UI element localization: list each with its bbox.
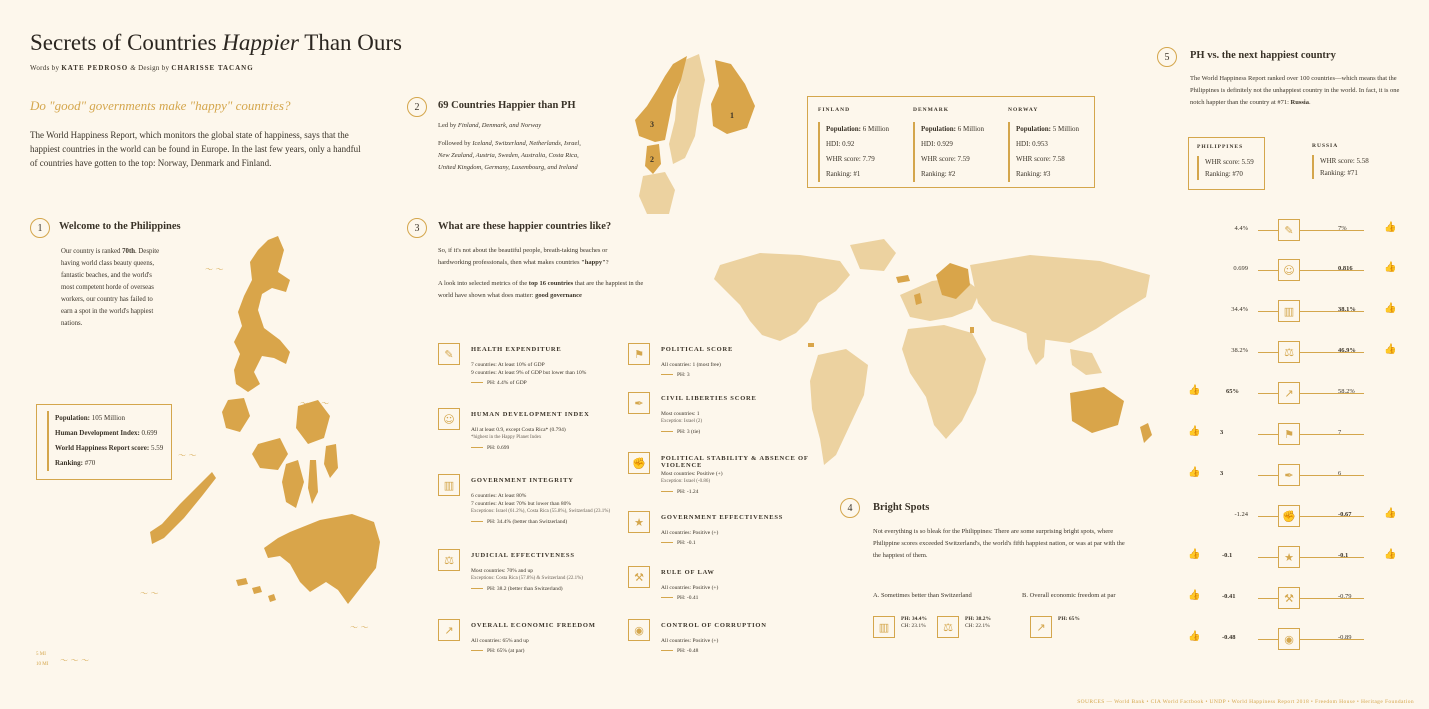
australia-shape	[1070, 387, 1124, 433]
metric-title: RULE OF LAW	[661, 569, 715, 576]
syringe-icon: ✎	[438, 343, 460, 365]
pen-icon: ✒	[1278, 464, 1300, 486]
metric-ph-value: PH: 3	[677, 372, 690, 378]
stat-label: WHR score:	[1016, 155, 1051, 163]
gavel-icon: ⚒	[628, 566, 650, 588]
ph-value: -0.41	[1222, 593, 1236, 600]
metric-rule-of-law	[628, 566, 808, 602]
compare-row	[1180, 546, 1395, 568]
stat-row	[1016, 152, 1092, 167]
negros-shape	[282, 460, 304, 508]
country-card-finland	[818, 106, 906, 182]
section-3-text-2	[438, 278, 648, 302]
flag-icon: ⚑	[1278, 423, 1300, 445]
metric-government-integrity	[438, 474, 623, 526]
stat-label: HDI:	[921, 140, 936, 148]
south-america-shape	[810, 349, 868, 465]
thumbs-up-icon: 👍	[1188, 631, 1201, 642]
flag-icon: ⚑	[628, 343, 650, 365]
metric-line: 7 countries: At least 10% of GDP	[471, 362, 545, 368]
ph-value: PH: 65%	[1058, 616, 1080, 622]
stat-value: #2	[948, 170, 956, 178]
india-shape	[1026, 329, 1046, 365]
section-number: 1	[30, 218, 50, 238]
asia-shape	[970, 255, 1150, 343]
thumbs-up-icon: 👍	[1188, 385, 1201, 396]
compare-row	[1180, 423, 1395, 445]
stat-value: 5.58	[1356, 157, 1369, 165]
wave-icon: 〜 〜	[350, 623, 369, 632]
ph-card	[1188, 137, 1265, 190]
wave-icon: 〜 〜 〜	[300, 399, 330, 408]
pillar-icon: ▥	[438, 474, 460, 496]
intro-question: Do "good" governments make "happy" countries?	[30, 98, 291, 113]
text-emphasis: top 16 countries	[528, 280, 574, 287]
ph-value: PH: 38.2%	[965, 616, 991, 622]
section-number: 3	[407, 218, 427, 238]
scales-icon: ⚖	[937, 616, 959, 638]
section-4-title: Bright Spots	[873, 502, 930, 513]
country-name: PHILIPPINES	[1197, 144, 1244, 150]
author-name: KATE PEDROSO	[61, 64, 129, 72]
bright-spot-a-item	[937, 616, 991, 638]
metric-line: 6 countries: At least 80%	[471, 493, 527, 499]
coin-icon: ◉	[1278, 628, 1300, 650]
stat-row	[1016, 167, 1092, 182]
map-label-3: 3	[650, 120, 654, 129]
metric-line: All countries: 65% and up	[471, 638, 529, 644]
thumbs-up-icon: 👍	[1188, 549, 1201, 560]
stat-value: 7.58	[1052, 155, 1065, 163]
stat-value: 0.953	[1032, 140, 1048, 148]
text-fragment: Our country is ranked	[61, 248, 123, 255]
metric-title: HEALTH EXPENDITURE	[471, 346, 562, 353]
country-name: FINLAND	[818, 107, 851, 113]
luzon-shape	[234, 236, 290, 392]
ru-value: 38.1%	[1338, 306, 1356, 313]
stat-label: Ranking:	[1320, 169, 1346, 177]
section-number: 5	[1157, 47, 1177, 67]
wave-icon: 〜 〜 〜	[60, 656, 90, 665]
metric-footnote: Exceptions: Israel (61.2%), Costa Rica (55.8%), Switzerland (23.1%)	[471, 509, 611, 514]
stat-row	[826, 152, 906, 167]
section-2-title: 69 Countries Happier than PH	[438, 100, 576, 111]
metric-footnote: Exception: Israel (2)	[661, 419, 703, 424]
mindoro-shape	[222, 398, 250, 432]
text-fragment: The World Happiness Report ranked over 100 countries—which means that the Philippines is definitely not the unhappiest country in the world. In fact, it is one notch happier than the country at #71:	[1190, 75, 1400, 106]
text-fragment: ?	[605, 259, 609, 266]
thumbs-up-icon: 👍	[1384, 262, 1397, 273]
text-fragment: .	[1308, 99, 1311, 106]
thumbs-up-icon: 👍	[1188, 426, 1201, 437]
stat-row	[921, 122, 1001, 137]
stat-label: WHR score:	[1205, 158, 1240, 166]
thumbs-up-icon: 👍	[1384, 508, 1397, 519]
israel-shape	[970, 327, 974, 333]
metric-title: JUDICIAL EFFECTIVENESS	[471, 552, 575, 559]
stat-row	[921, 167, 1001, 182]
section-number: 2	[407, 97, 427, 117]
metric-line: All countries: Positive (+)	[661, 530, 719, 536]
metric-control-of-corruption	[628, 619, 808, 655]
compare-row	[1180, 259, 1395, 281]
stat-row	[1016, 137, 1092, 152]
metric-title: POLITICAL SCORE	[661, 346, 734, 353]
trend-icon: ↗	[1278, 382, 1300, 404]
stat-label: WHR score:	[921, 155, 956, 163]
ru-value: -0.67	[1338, 511, 1352, 518]
compare-row	[1180, 341, 1395, 363]
metric-line: All countries: 1 (most free)	[661, 362, 721, 368]
followed-by	[438, 138, 588, 174]
compare-row	[1180, 300, 1395, 322]
stat-label: Population:	[55, 414, 92, 422]
ru-value: 58.2%	[1338, 388, 1355, 395]
sulu-islands	[236, 578, 276, 602]
stat-label: Population:	[921, 125, 957, 133]
stat-row	[1320, 167, 1369, 179]
metric-ph-value: PH: 34.4% (better than Switzerland)	[487, 519, 568, 525]
pen-icon: ✒	[628, 392, 650, 414]
stat-label: Ranking:	[55, 459, 85, 467]
text-fragment: that are the happiest in the world have shown what does matter:	[438, 280, 644, 299]
stat-value: #1	[853, 170, 861, 178]
metric-line: Most countries: 70% and up	[471, 568, 534, 574]
bright-spot-b-label: B. Overall economic freedom at par	[1022, 592, 1116, 599]
stat-value: #71	[1347, 169, 1358, 177]
metric-ph-value: PH: 65% (at par)	[487, 648, 525, 654]
stat-value: 7.79	[862, 155, 875, 163]
north-america-shape	[714, 253, 850, 341]
star-icon: ★	[628, 511, 650, 533]
byline-text: Design by	[138, 64, 172, 72]
stat-label: HDI:	[1016, 140, 1031, 148]
wave-icon: 〜 〜	[140, 589, 159, 598]
top3-box	[807, 96, 1095, 188]
stat-row	[55, 456, 171, 471]
scale-label: 5 MI	[36, 652, 46, 657]
metric-line: All countries: Positive (+)	[661, 585, 719, 591]
text-emphasis: Finland, Denmark, and Norway	[457, 122, 542, 129]
ph-value: 3	[1220, 470, 1224, 477]
stat-value: 7.59	[957, 155, 970, 163]
thumbs-up-icon: 👍	[1384, 222, 1397, 233]
stat-value: 0.699	[141, 429, 158, 437]
designer-name: CHARISSE TACANG	[171, 64, 254, 72]
metric-economic-freedom	[438, 619, 618, 655]
metric-ph-value: PH: -0.48	[677, 648, 699, 654]
intro-text: The World Happiness Report, which monitors the global state of happiness, says that the happiest countries in the world can be found in Europe. In the last few years, only a handful of countries have gotten to the top: Norway, Denmark and Finland.	[30, 130, 361, 168]
costa-rica-shape	[808, 343, 814, 347]
thumbs-up-icon: 👍	[1384, 303, 1397, 314]
mindanao-shape	[264, 514, 380, 604]
page-title	[30, 30, 402, 56]
title-part: Than Ours	[298, 30, 402, 55]
metric-line: Most countries: Positive (+)	[661, 471, 723, 477]
ru-value: 7%	[1338, 225, 1347, 232]
person-icon: ☺	[438, 408, 460, 430]
stat-value: 0.92	[842, 140, 855, 148]
fist-icon: ✊	[1278, 505, 1300, 527]
philippines-map	[140, 232, 400, 652]
country-card-norway	[1008, 106, 1092, 182]
map-label-1: 1	[730, 111, 734, 120]
wave-icon: 〜 〜	[205, 265, 224, 274]
ph-value: PH: 34.4%	[901, 616, 927, 622]
coin-icon: ◉	[628, 619, 650, 641]
metric-line: All at least 0.9, except Costa Rica* (0.794)	[471, 427, 566, 433]
metric-human-development-index	[438, 408, 618, 452]
leyte-shape	[324, 444, 338, 478]
metric-title: OVERALL ECONOMIC FREEDOM	[471, 622, 596, 629]
stat-row	[826, 167, 906, 182]
metric-ph-value: PH: -0.41	[677, 595, 699, 601]
pillar-icon: ▥	[873, 616, 895, 638]
finland-shape	[711, 60, 755, 134]
stat-value: 5.59	[1241, 158, 1254, 166]
stat-row	[826, 122, 906, 137]
metric-title: CIVIL LIBERTIES SCORE	[661, 395, 757, 402]
metric-ph-value: PH: 3 (tie)	[677, 429, 701, 435]
ph-value: 3	[1220, 429, 1224, 436]
stat-label: WHR score:	[1320, 157, 1355, 165]
stat-value: 6 Million	[957, 125, 985, 133]
section-4-text: Not everything is so bleak for the Philippines: There are some surprising bright spots, where Philippine scores exceeded Switzerland's, the world's fifth happiest nation, or was at par with the the happiest of them.	[873, 528, 1125, 559]
scale-label: 10 MI	[36, 662, 49, 667]
byline-amp: &	[128, 64, 139, 72]
text-emphasis: Russia	[1290, 99, 1309, 106]
led-by	[438, 120, 541, 132]
text-emphasis: good governance	[535, 292, 582, 299]
palawan-shape	[150, 472, 216, 544]
ph-value: 34.4%	[1231, 306, 1248, 313]
ru-value: -0.89	[1338, 634, 1352, 641]
metric-ph-value: PH: 4.4% of GDP	[487, 380, 527, 386]
stat-value: 0.929	[937, 140, 953, 148]
text-fragment: Led by	[438, 122, 458, 129]
text-fragment: A look into selected metrics of the	[438, 280, 529, 287]
ph-value: -1.24	[1234, 511, 1248, 518]
stat-row	[1205, 168, 1254, 180]
wave-icon: 〜 〜	[178, 451, 197, 460]
stat-label: WHR score:	[826, 155, 861, 163]
compare-row	[1180, 219, 1395, 241]
stat-row	[921, 152, 1001, 167]
country-name: NORWAY	[1008, 107, 1039, 113]
thumbs-up-icon: 👍	[1188, 590, 1201, 601]
se-asia-shape	[1070, 349, 1102, 375]
map-label-2: 2	[650, 155, 654, 164]
stat-label: Population:	[826, 125, 862, 133]
metric-line: 7 countries: At least 70% but lower than 80%	[471, 501, 571, 507]
bright-spot-a-label: A. Sometimes better than Switzerland	[873, 592, 972, 599]
stat-row	[1320, 155, 1369, 167]
ph-value: 38.2%	[1231, 347, 1248, 354]
stat-value: 6 Million	[862, 125, 890, 133]
ph-stats-box	[36, 404, 172, 480]
country-name: DENMARK	[913, 107, 950, 113]
metric-title: CONTROL OF CORRUPTION	[661, 622, 767, 629]
africa-shape	[902, 325, 986, 439]
stat-label: Human Development Index:	[55, 429, 142, 437]
fist-icon: ✊	[628, 452, 650, 474]
compare-row	[1180, 587, 1395, 609]
iceland-shape	[896, 275, 910, 283]
ru-value: 6	[1338, 470, 1342, 477]
stat-value: 105 Million	[91, 414, 126, 422]
stat-row	[921, 137, 1001, 152]
metric-title: GOVERNMENT INTEGRITY	[471, 477, 574, 484]
section-3-title: What are these happier countries like?	[438, 221, 612, 232]
sources-footer: SOURCES — World Bank • CIA World Factbook • UNDP • World Happiness Report 2018 • Freedom House • Heritage Foundation	[1077, 699, 1414, 705]
stat-value: 5.59	[150, 444, 164, 452]
byline-text: Words by	[30, 64, 62, 72]
ru-card	[1304, 137, 1384, 188]
ru-value: 7	[1338, 429, 1342, 436]
gavel-icon: ⚒	[1278, 587, 1300, 609]
title-emphasis: Happier	[222, 30, 299, 55]
thumbs-up-icon: 👍	[1384, 344, 1397, 355]
metric-line: All countries: Positive (+)	[661, 638, 719, 644]
scales-icon: ⚖	[438, 549, 460, 571]
ph-value: 0.699	[1233, 265, 1248, 272]
metric-health-expenditure	[438, 343, 618, 387]
byline	[30, 64, 254, 72]
section-5-title: PH vs. the next happiest country	[1190, 50, 1336, 61]
compare-row	[1180, 464, 1395, 486]
stat-value: #70	[1232, 170, 1243, 178]
metric-line: 9 countries: At least 9% of GDP but lower than 10%	[471, 370, 587, 376]
syringe-icon: ✎	[1278, 219, 1300, 241]
compare-row	[1180, 382, 1395, 404]
stat-label: World Happiness Report score:	[55, 444, 151, 452]
metric-ph-value: PH: 38.2 (better than Switzerland)	[487, 586, 563, 592]
ru-value: -0.79	[1338, 593, 1352, 600]
ru-value: 46.9%	[1338, 347, 1356, 354]
metric-footnote: Exception: Israel (-0.86)	[661, 479, 711, 484]
ru-value: -0.1	[1338, 552, 1349, 559]
ph-value: -0.48	[1222, 634, 1236, 641]
stat-value: #70	[84, 459, 96, 467]
nordic-map	[625, 40, 775, 218]
stat-row	[1205, 156, 1254, 168]
bright-spot-a-item	[873, 616, 927, 638]
metric-ph-value: PH: -0.1	[677, 540, 696, 546]
section-3-text-1	[438, 245, 638, 269]
text-fragment: So, if it's not about the beautiful people, breath-taking beaches or hardworking professionals, then what makes countries	[438, 247, 608, 266]
country-card-denmark	[913, 106, 1001, 182]
ru-value: 0.816	[1338, 265, 1353, 272]
text-emphasis: Iceland, Switzerland, Netherlands, Israel, New Zealand, Austria, Sweden, Australia, Costa Rica, United Kingdom, Germany, Luxembourg, and Ireland	[438, 140, 581, 171]
greenland-shape	[850, 239, 896, 271]
stat-row	[55, 441, 171, 456]
stat-row	[1016, 122, 1092, 137]
stat-label: Population:	[1016, 125, 1052, 133]
stat-label: Ranking:	[1205, 170, 1231, 178]
ph-value: -0.1	[1222, 552, 1233, 559]
title-part: Secrets of Countries	[30, 30, 223, 55]
ch-value: CH: 22.1%	[965, 623, 990, 629]
stat-label: Ranking:	[826, 170, 852, 178]
metric-footnote: Exceptions: Costa Rica (57.8%) & Switzerland (22.1%)	[471, 576, 583, 581]
metric-government-effectiveness	[628, 511, 808, 547]
star-icon: ★	[1278, 546, 1300, 568]
metric-title: HUMAN DEVELOPMENT INDEX	[471, 411, 590, 418]
metric-ph-value: PH: -1.24	[677, 489, 699, 495]
germany-shape	[639, 172, 675, 214]
stat-row	[55, 411, 171, 426]
ph-value: 65%	[1226, 388, 1239, 395]
stat-value: #3	[1043, 170, 1051, 178]
trend-icon: ↗	[438, 619, 460, 641]
ch-value: CH: 23.1%	[901, 623, 926, 629]
metric-line: Most countries: 1	[661, 411, 700, 417]
section-1-title: Welcome to the Philippines	[59, 221, 181, 232]
rank-value: 70th	[122, 248, 135, 255]
person-icon: ☺	[1278, 259, 1300, 281]
compare-row	[1180, 628, 1395, 650]
metric-title: POLITICAL STABILITY & ABSENCE OF VIOLENCE	[661, 455, 809, 469]
thumbs-up-icon: 👍	[1384, 549, 1397, 560]
metric-title: GOVERNMENT EFFECTIVENESS	[661, 514, 784, 521]
stat-row	[826, 137, 906, 152]
text-emphasis: "happy"	[581, 259, 606, 266]
stat-row	[55, 426, 171, 441]
bright-spot-b-item	[1030, 616, 1080, 638]
trend-icon: ↗	[1030, 616, 1052, 638]
panay-shape	[252, 438, 288, 470]
section-number: 4	[840, 498, 860, 518]
text-fragment: . Despite having world class beauty queens, fantastic beaches, and the world's most competent horde of overseas workers, our country has failed to earn a spot in the world's happiest nations.	[61, 248, 160, 327]
stat-value: 5 Million	[1052, 125, 1080, 133]
text-fragment: Followed by	[438, 140, 473, 147]
thumbs-up-icon: 👍	[1188, 467, 1201, 478]
metric-ph-value: PH: 0.699	[487, 445, 510, 451]
section-5-text	[1190, 73, 1405, 109]
new-zealand-shape	[1140, 423, 1152, 443]
country-name: RUSSIA	[1312, 143, 1339, 149]
compare-row	[1180, 505, 1395, 527]
cebu-shape	[308, 460, 318, 504]
scales-icon: ⚖	[1278, 341, 1300, 363]
ph-value: 4.4%	[1234, 225, 1248, 232]
metric-judicial-effectiveness	[438, 549, 618, 593]
world-map	[700, 225, 1170, 485]
stat-label: HDI:	[826, 140, 841, 148]
pillar-icon: ▥	[1278, 300, 1300, 322]
stat-label: Ranking:	[921, 170, 947, 178]
stat-label: Ranking:	[1016, 170, 1042, 178]
metric-footnote: *highest in the Happy Planet Index	[471, 435, 542, 440]
